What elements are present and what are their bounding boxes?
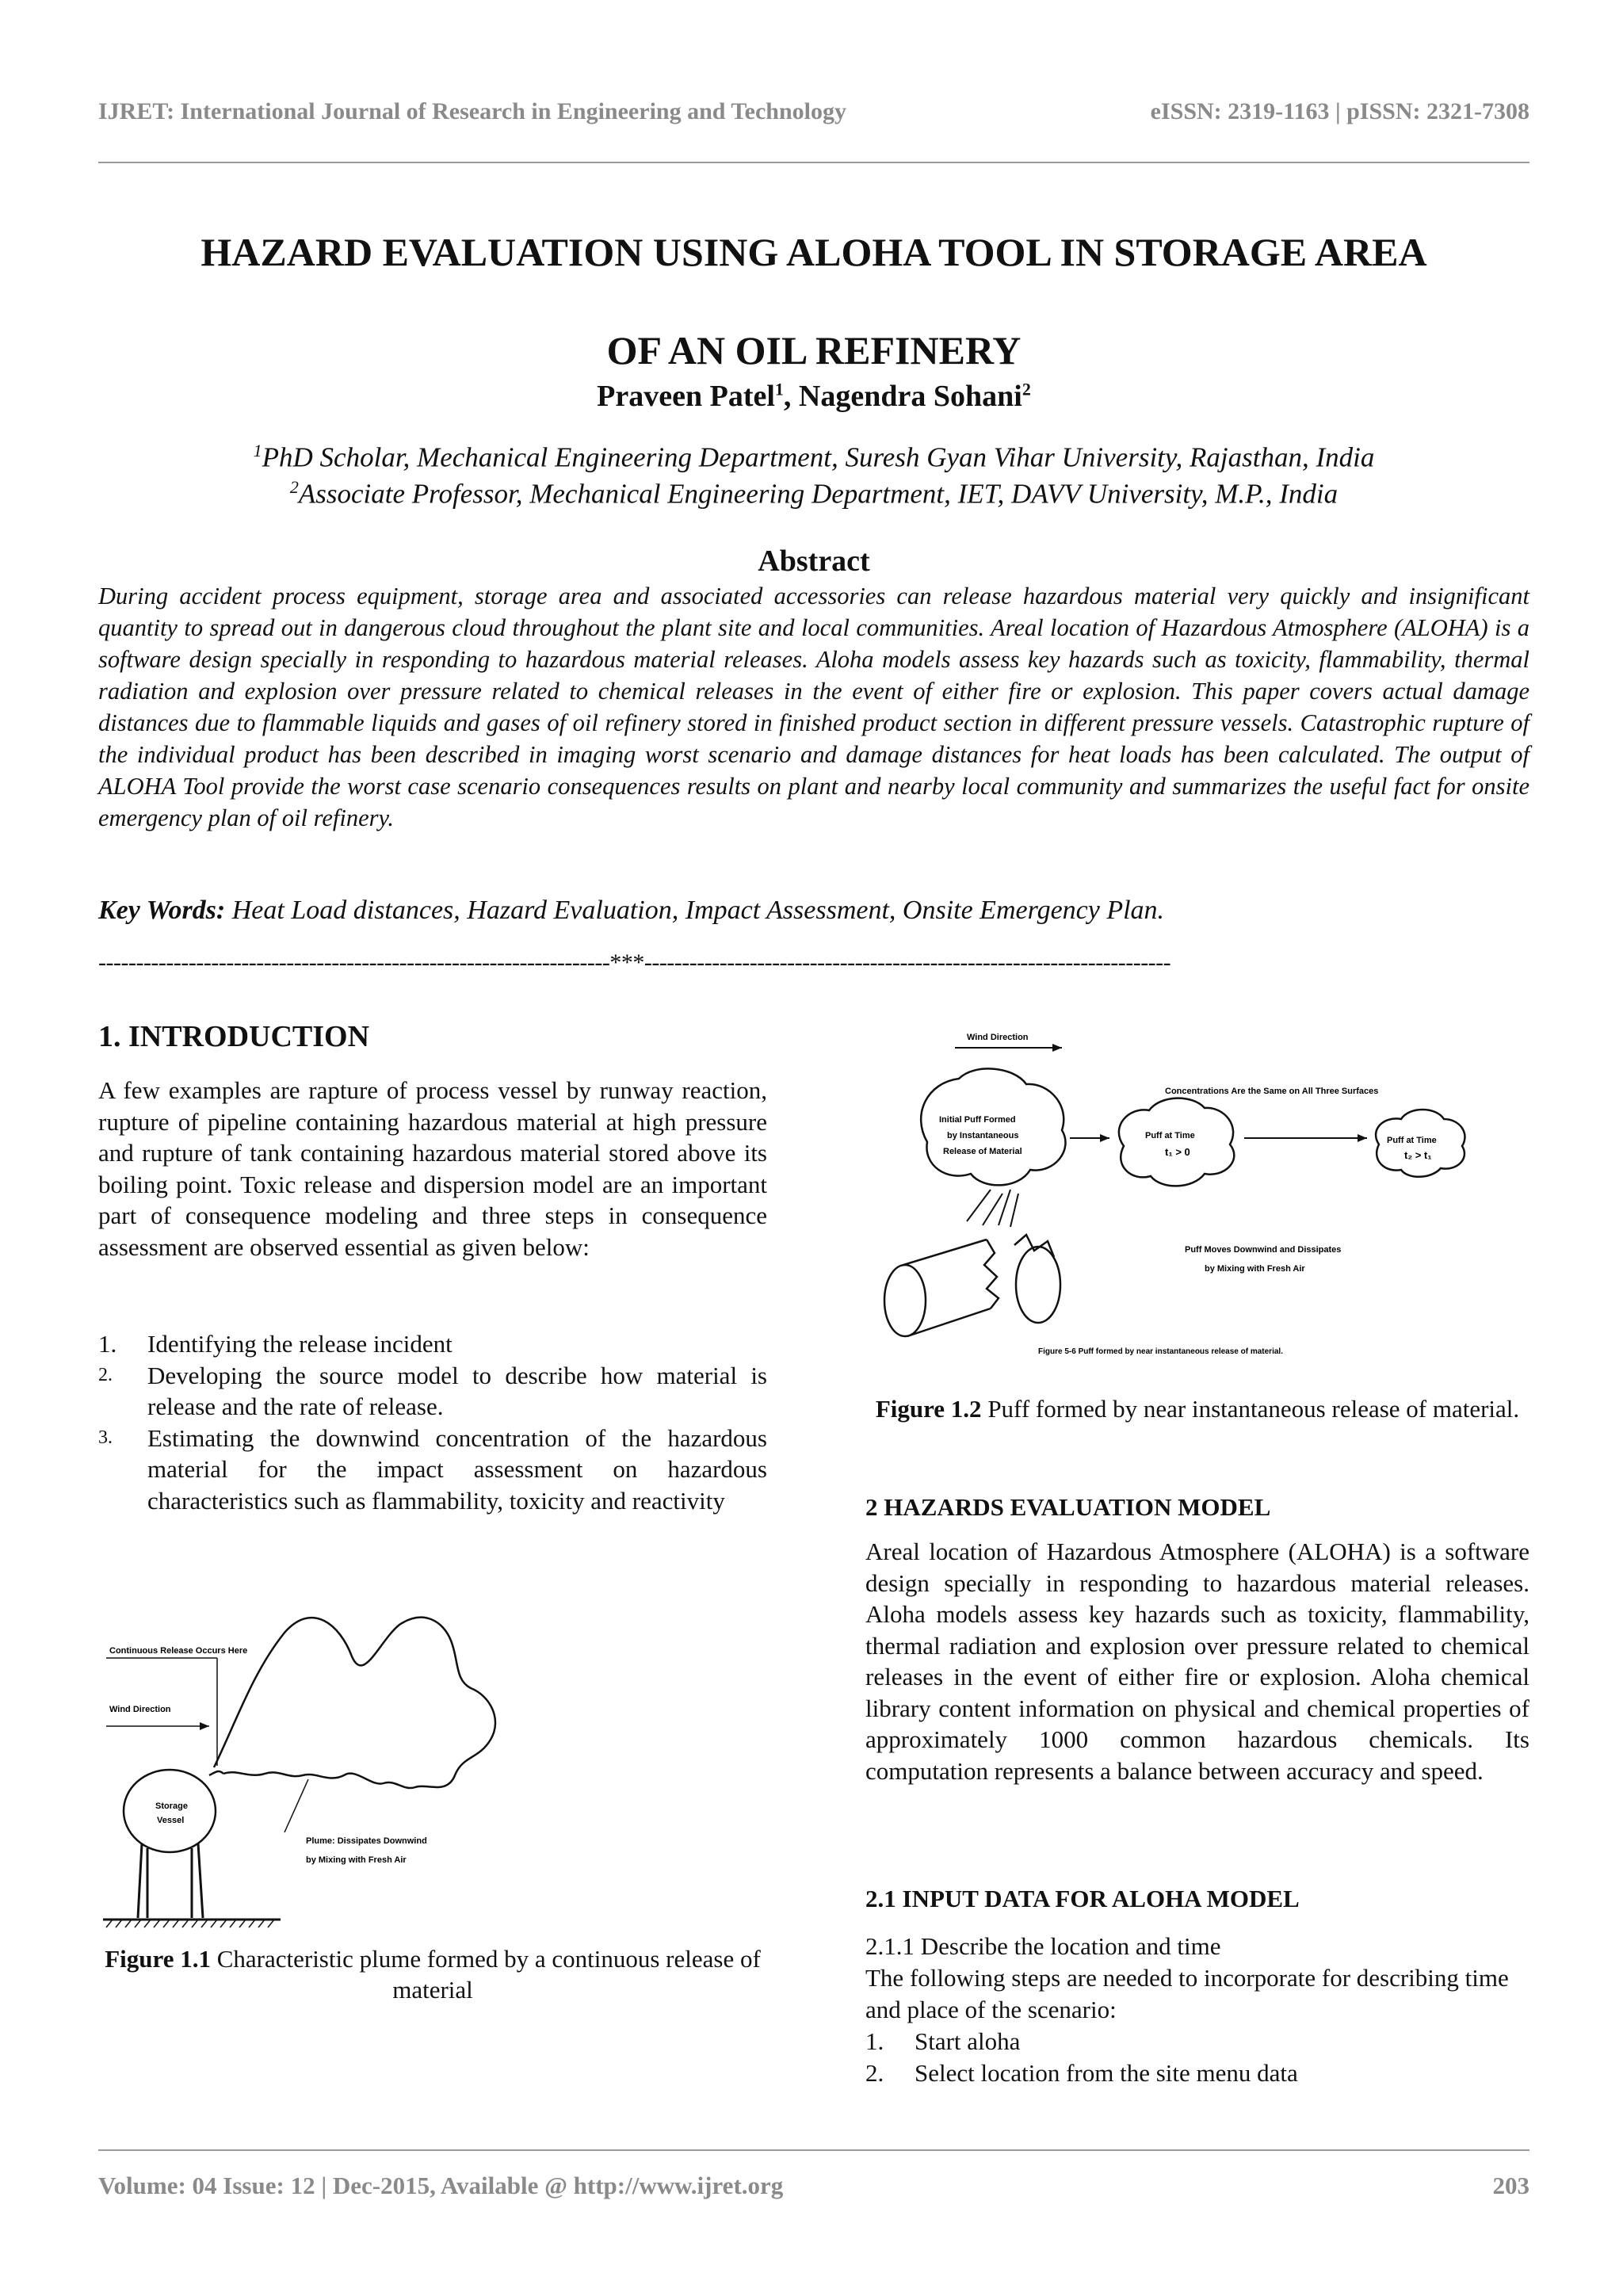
figure-1-1-text: Characteristic plume formed by a continuous release of material <box>210 1945 761 2004</box>
label-inner-caption: Figure 5-6 Puff formed by near instantaneous release of material. <box>1038 1347 1283 1356</box>
label-puff1-1: Puff at Time <box>1145 1131 1195 1140</box>
affiliation-2-text: Associate Professor, Mechanical Engineering Department, IET, DAVV University, M.P., India <box>298 478 1338 510</box>
label-moves-2: by Mixing with Fresh Air <box>1205 1264 1305 1274</box>
header-rule <box>98 162 1529 163</box>
footer <box>98 2172 1529 2200</box>
label-wind: Wind Direction <box>109 1705 171 1714</box>
list-number: 3. <box>98 1427 113 1448</box>
list-number: 2. <box>865 2058 884 2087</box>
section-separator: --------------------------------------------------------------------***---------------------------------------------------------------------- <box>98 949 1171 976</box>
affiliation-1 <box>98 441 1529 474</box>
label-plume-1: Plume: Dissipates Downwind <box>306 1836 427 1846</box>
footer-volume: Volume: 04 Issue: 12 | Dec-2015, Available @ http://www.ijret.org <box>98 2172 784 2199</box>
figure-1-2-puff-diagram <box>872 1027 1506 1368</box>
label-vessel-1: Storage <box>155 1801 188 1811</box>
running-head <box>98 98 1529 138</box>
affiliation-2 <box>98 477 1529 510</box>
affiliation-1-text: PhD Scholar, Mechanical Engineering Department, Suresh Gyan Vihar University, Rajasthan, India <box>262 441 1375 473</box>
title-line-2: OF AN OIL REFINERY <box>606 328 1022 372</box>
section-2-heading: 2 HAZARDS EVALUATION MODEL <box>865 1493 1271 1521</box>
author-1-sup: 1 <box>774 379 784 399</box>
page-number: 203 <box>1492 2172 1529 2199</box>
authors <box>98 379 1529 414</box>
list-text: Estimating the downwind concentration of the hazardous material for the impact assessment on hazardous characteristics such as flammability, toxicity and reactivity <box>147 1423 767 1515</box>
label-puff2-2: t₂ > t₁ <box>1404 1149 1432 1161</box>
abstract-heading: Abstract <box>758 544 870 578</box>
label-moves-1: Puff Moves Downwind and Dissipates <box>1185 1245 1342 1255</box>
intro-paragraph: A few examples are rapture of process vessel by runway reaction, rupture of pipeline containing hazardous material at high pressure and rupture of tank containing hazardous material stored above its boiling point. Toxic release and dispersion model are an important part of consequence modeling and three steps in consequence assessment are observed essential as given below: <box>98 1076 767 1261</box>
label-plume-2: by Mixing with Fresh Air <box>306 1855 407 1865</box>
footer-rule <box>98 2149 1529 2151</box>
list-item <box>98 1360 767 1423</box>
section-2-1-list <box>865 2026 1529 2088</box>
label-initial-1: Initial Puff Formed <box>939 1115 1016 1125</box>
figure-1-2-text: Puff formed by near instantaneous release of material. <box>981 1395 1520 1423</box>
section-2-1-1-subheading: 2.1.1 Describe the location and time <box>865 1932 1221 1960</box>
affiliation-2-sup: 2 <box>289 477 299 497</box>
intro-list <box>98 1328 767 1516</box>
issn: eISSN: 2319-1163 | pISSN: 2321-7308 <box>1150 98 1529 124</box>
label-release: Continuous Release Occurs Here <box>109 1646 248 1656</box>
keywords-label: Key Words: <box>98 896 226 925</box>
author-2: Nagendra Sohani <box>798 380 1022 413</box>
figure-1-1-label: Figure 1.1 <box>105 1945 211 1973</box>
label-vessel-2: Vessel <box>157 1816 185 1825</box>
list-text: Developing the source model to describe how material is release and the rate of release. <box>147 1361 767 1420</box>
label-initial-2: by Instantaneous <box>947 1131 1019 1140</box>
list-item <box>865 2057 1529 2089</box>
label-puff1-2: t₁ > 0 <box>1165 1146 1190 1158</box>
abstract-body: During accident process equipment, storage area and associated accessories can release hazardous material very quickly and insignificant quantity to spread out in dangerous cloud throughout the plant site and local communities. Areal location of Hazardous Atmosphere (ALOHA) is a software design specially in responding to hazardous material releases. Aloha models assess key hazards such as toxicity, flammability, thermal radiation and explosion over pressure related to chemical releases in the event of either fire or explosion. This paper covers actual damage distances due to flammable liquids and gases of oil refinery stored in finished product section in different pressure vessels. Catastrophic rupture of the individual product has been described in imaging worst scenario and damage distances for heat loads has been calculated. The output of ALOHA Tool provide the worst case scenario consequences results on plant and nearby local community and summarizes the useful fact for onsite emergency plan of oil refinery. <box>98 583 1529 831</box>
list-item <box>98 1328 767 1360</box>
author-2-sup: 2 <box>1022 379 1031 399</box>
list-item <box>98 1423 767 1517</box>
list-number: 2. <box>98 1364 113 1385</box>
figure-1-1-plume-diagram <box>98 1585 510 1934</box>
list-number: 1. <box>98 1330 117 1358</box>
label-wind-2: Wind Direction <box>967 1033 1029 1042</box>
section-2-1-heading: 2.1 INPUT DATA FOR ALOHA MODEL <box>865 1885 1300 1912</box>
title-line-1: HAZARD EVALUATION USING ALOHA TOOL IN STORAGE AREA <box>200 230 1427 274</box>
section-2-1-paragraph: The following steps are needed to incorporate for describing time and place of the scenario: <box>865 1964 1509 2023</box>
affiliation-1-sup: 1 <box>253 441 262 460</box>
intro-heading: 1. INTRODUCTION <box>98 1020 370 1053</box>
list-text: Identifying the release incident <box>147 1330 453 1358</box>
figure-1-2-label: Figure 1.2 <box>875 1395 982 1423</box>
keywords <box>98 896 1529 926</box>
author-separator: , <box>783 380 799 413</box>
keywords-text: Heat Load distances, Hazard Evaluation, Impact Assessment, Onsite Emergency Plan. <box>225 896 1165 925</box>
list-item <box>865 2026 1529 2057</box>
journal-name: IJRET: International Journal of Research in Engineering and Technology <box>98 98 847 124</box>
figure-1-1-caption <box>98 1943 767 2005</box>
label-initial-3: Release of Material <box>943 1147 1022 1156</box>
list-text: Start aloha <box>915 2027 1021 2055</box>
label-puff2-1: Puff at Time <box>1387 1136 1437 1145</box>
paper-title <box>98 203 1529 399</box>
section-2-paragraph: Areal location of Hazardous Atmosphere (ALOHA) is a software design specially in responding to hazardous material releases. Aloha models assess key hazards such as toxicity, flammability, thermal radiation and explosion over pressure related to chemical releases in the event of either fire or explosion. Aloha chemical library content information on physical and chemical properties of approximately 1000 common hazardous chemicals. Its computation represents a balance between accuracy and speed. <box>865 1538 1529 1785</box>
list-text: Select location from the site menu data <box>915 2058 1298 2087</box>
author-1: Praveen Patel <box>597 380 775 413</box>
figure-1-2-caption <box>865 1393 1529 1424</box>
list-number: 1. <box>865 2027 884 2055</box>
label-concentrations: Concentrations Are the Same on All Three Surfaces <box>1165 1087 1379 1096</box>
